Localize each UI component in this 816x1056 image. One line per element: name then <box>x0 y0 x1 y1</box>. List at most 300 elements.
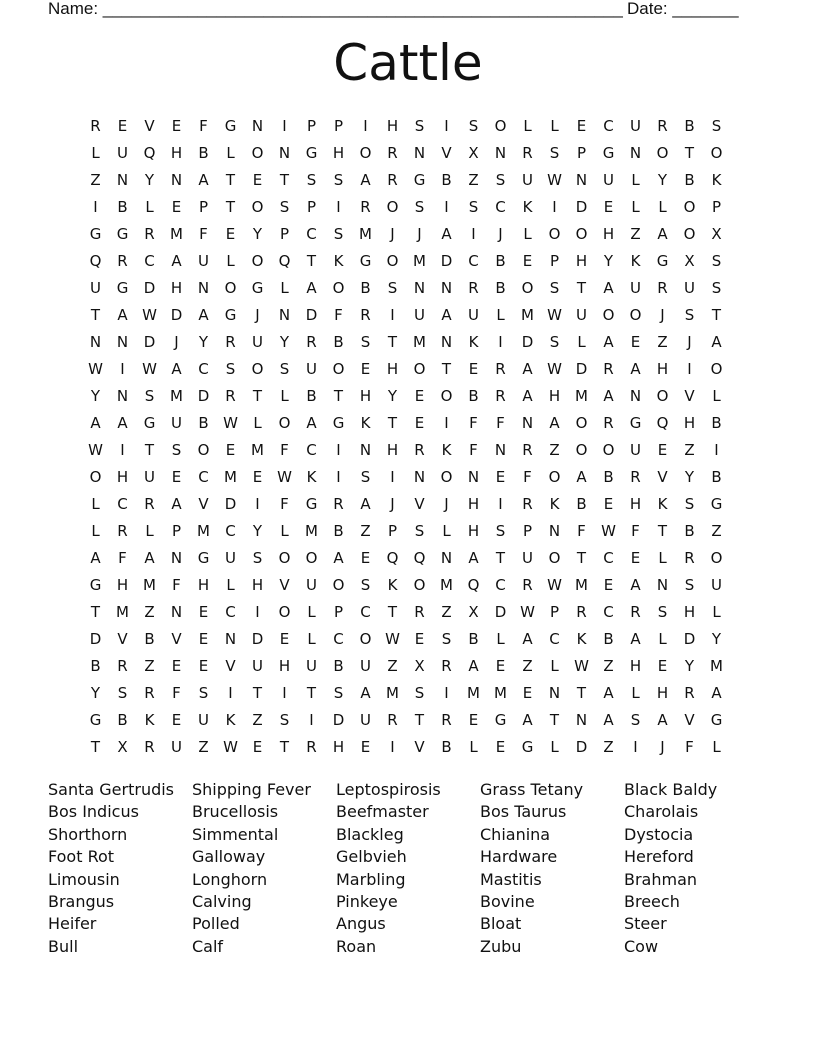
grid-letter[interactable]: H <box>656 359 669 378</box>
grid-letter[interactable]: B <box>603 467 614 486</box>
grid-letter[interactable]: U <box>306 575 317 594</box>
grid-letter[interactable]: N <box>224 629 237 648</box>
grid-letter[interactable]: O <box>710 143 723 162</box>
grid-letter[interactable]: F <box>280 440 289 459</box>
grid-letter[interactable]: F <box>685 737 694 756</box>
grid-letter[interactable]: O <box>710 359 723 378</box>
grid-letter[interactable]: S <box>630 710 641 729</box>
grid-letter[interactable]: N <box>116 170 129 189</box>
grid-letter[interactable]: A <box>711 683 722 702</box>
grid-letter[interactable]: E <box>117 116 128 135</box>
grid-letter[interactable]: O <box>710 548 723 567</box>
grid-letter[interactable]: L <box>226 575 235 594</box>
grid-letter[interactable]: D <box>143 278 156 297</box>
grid-letter[interactable]: R <box>225 386 236 405</box>
grid-letter[interactable]: R <box>387 710 398 729</box>
grid-letter[interactable]: G <box>359 251 372 270</box>
grid-letter[interactable]: Y <box>711 629 722 648</box>
grid-letter[interactable]: M <box>170 386 183 405</box>
grid-letter[interactable]: Y <box>252 224 263 243</box>
grid-letter[interactable]: H <box>386 440 399 459</box>
grid-letter[interactable]: B <box>360 278 371 297</box>
grid-letter[interactable]: N <box>413 143 426 162</box>
grid-letter[interactable]: B <box>333 656 344 675</box>
grid-letter[interactable]: A <box>360 683 371 702</box>
grid-letter[interactable]: B <box>441 170 452 189</box>
grid-letter[interactable]: T <box>144 440 155 459</box>
grid-letter[interactable]: U <box>711 575 722 594</box>
grid-letter[interactable]: T <box>711 305 722 324</box>
grid-letter[interactable]: N <box>521 413 534 432</box>
grid-letter[interactable]: Z <box>603 737 614 756</box>
grid-letter[interactable]: G <box>143 413 156 432</box>
grid-letter[interactable]: M <box>251 440 264 459</box>
grid-letter[interactable]: Y <box>279 332 290 351</box>
grid-letter[interactable]: G <box>224 116 237 135</box>
grid-letter[interactable]: S <box>414 116 425 135</box>
grid-letter[interactable]: H <box>251 575 264 594</box>
grid-letter[interactable]: Z <box>198 737 209 756</box>
grid-letter[interactable]: R <box>225 332 236 351</box>
grid-letter[interactable]: A <box>522 386 533 405</box>
grid-letter[interactable]: D <box>143 332 156 351</box>
grid-letter[interactable]: K <box>657 494 668 513</box>
grid-letter[interactable]: P <box>306 197 317 216</box>
grid-letter[interactable]: J <box>498 224 503 243</box>
grid-letter[interactable]: E <box>657 440 668 459</box>
grid-letter[interactable]: E <box>198 602 209 621</box>
grid-letter[interactable]: W <box>574 656 589 675</box>
grid-letter[interactable]: L <box>658 629 667 648</box>
grid-letter[interactable]: I <box>390 305 395 324</box>
grid-letter[interactable]: B <box>117 710 128 729</box>
grid-letter[interactable]: K <box>387 575 398 594</box>
grid-letter[interactable]: I <box>282 683 287 702</box>
grid-letter[interactable]: T <box>333 386 344 405</box>
grid-letter[interactable]: V <box>225 656 236 675</box>
grid-letter[interactable]: S <box>225 359 236 378</box>
grid-letter[interactable]: B <box>684 170 695 189</box>
grid-letter[interactable]: F <box>577 521 586 540</box>
grid-letter[interactable]: I <box>471 224 476 243</box>
grid-letter[interactable]: A <box>603 710 614 729</box>
grid-letter[interactable]: O <box>602 305 615 324</box>
grid-letter[interactable]: I <box>390 467 395 486</box>
grid-letter[interactable]: U <box>90 278 101 297</box>
grid-letter[interactable]: Q <box>386 548 399 567</box>
grid-letter[interactable]: J <box>444 494 449 513</box>
grid-letter[interactable]: Z <box>522 656 533 675</box>
grid-letter[interactable]: N <box>440 332 453 351</box>
grid-letter[interactable]: X <box>468 602 479 621</box>
grid-letter[interactable]: A <box>630 359 641 378</box>
grid-letter[interactable]: L <box>469 737 478 756</box>
grid-letter[interactable]: V <box>144 116 155 135</box>
grid-letter[interactable]: L <box>226 251 235 270</box>
grid-letter[interactable]: M <box>386 683 399 702</box>
grid-letter[interactable]: I <box>120 359 125 378</box>
grid-letter[interactable]: P <box>198 197 209 216</box>
grid-letter[interactable]: M <box>467 683 480 702</box>
grid-letter[interactable]: O <box>575 413 588 432</box>
grid-letter[interactable]: K <box>711 170 722 189</box>
grid-letter[interactable]: O <box>575 440 588 459</box>
grid-letter[interactable]: Z <box>360 521 371 540</box>
grid-letter[interactable]: O <box>278 548 291 567</box>
grid-letter[interactable]: A <box>441 305 452 324</box>
grid-letter[interactable]: L <box>631 170 640 189</box>
grid-letter[interactable]: U <box>630 440 641 459</box>
grid-letter[interactable]: R <box>117 251 128 270</box>
grid-letter[interactable]: Q <box>278 251 291 270</box>
grid-letter[interactable]: O <box>548 224 561 243</box>
grid-letter[interactable]: I <box>255 494 260 513</box>
grid-letter[interactable]: H <box>629 494 642 513</box>
grid-letter[interactable]: G <box>89 710 102 729</box>
grid-letter[interactable]: A <box>603 683 614 702</box>
grid-letter[interactable]: U <box>360 710 371 729</box>
grid-letter[interactable]: A <box>549 413 560 432</box>
grid-letter[interactable]: N <box>656 575 669 594</box>
grid-letter[interactable]: P <box>171 521 182 540</box>
grid-letter[interactable]: P <box>549 602 560 621</box>
grid-letter[interactable]: U <box>360 656 371 675</box>
grid-letter[interactable]: B <box>711 413 722 432</box>
grid-letter[interactable]: J <box>390 494 395 513</box>
grid-letter[interactable]: T <box>387 332 398 351</box>
grid-letter[interactable]: M <box>494 683 507 702</box>
grid-letter[interactable]: Y <box>90 683 101 702</box>
grid-letter[interactable]: R <box>630 602 641 621</box>
grid-letter[interactable]: G <box>305 494 318 513</box>
grid-letter[interactable]: A <box>576 467 587 486</box>
grid-letter[interactable]: S <box>684 575 695 594</box>
grid-letter[interactable]: A <box>603 278 614 297</box>
grid-letter[interactable]: A <box>657 224 668 243</box>
grid-letter[interactable]: H <box>170 143 183 162</box>
grid-letter[interactable]: Z <box>387 656 398 675</box>
grid-letter[interactable]: H <box>197 575 210 594</box>
grid-letter[interactable]: K <box>576 629 587 648</box>
grid-letter[interactable]: G <box>89 224 102 243</box>
grid-letter[interactable]: L <box>91 494 100 513</box>
grid-letter[interactable]: R <box>306 332 317 351</box>
grid-letter[interactable]: E <box>495 737 506 756</box>
grid-letter[interactable]: Q <box>656 413 669 432</box>
grid-letter[interactable]: Y <box>684 467 695 486</box>
grid-letter[interactable]: O <box>386 251 399 270</box>
grid-letter[interactable]: Y <box>90 386 101 405</box>
grid-letter[interactable]: E <box>522 251 533 270</box>
grid-letter[interactable]: E <box>603 494 614 513</box>
grid-letter[interactable]: B <box>495 251 506 270</box>
grid-letter[interactable]: G <box>413 170 426 189</box>
grid-letter[interactable]: O <box>278 413 291 432</box>
grid-letter[interactable]: N <box>278 305 291 324</box>
grid-letter[interactable]: E <box>171 116 182 135</box>
grid-letter[interactable]: F <box>172 575 181 594</box>
grid-letter[interactable]: T <box>684 143 695 162</box>
grid-letter[interactable]: K <box>630 251 641 270</box>
grid-letter[interactable]: A <box>144 548 155 567</box>
grid-letter[interactable]: O <box>89 467 102 486</box>
grid-letter[interactable]: W <box>277 467 292 486</box>
grid-letter[interactable]: M <box>440 575 453 594</box>
grid-letter[interactable]: E <box>630 548 641 567</box>
grid-letter[interactable]: C <box>468 251 479 270</box>
grid-letter[interactable]: E <box>603 575 614 594</box>
grid-letter[interactable]: D <box>224 494 237 513</box>
grid-letter[interactable]: R <box>306 737 317 756</box>
grid-letter[interactable]: C <box>333 629 344 648</box>
grid-letter[interactable]: H <box>332 737 345 756</box>
grid-letter[interactable]: I <box>336 440 341 459</box>
grid-letter[interactable]: N <box>548 521 561 540</box>
grid-letter[interactable]: F <box>118 548 127 567</box>
grid-letter[interactable]: S <box>414 683 425 702</box>
grid-letter[interactable]: F <box>334 305 343 324</box>
grid-letter[interactable]: Z <box>657 332 668 351</box>
grid-letter[interactable]: H <box>683 602 696 621</box>
grid-letter[interactable]: T <box>252 386 263 405</box>
grid-letter[interactable]: P <box>306 116 317 135</box>
grid-letter[interactable]: F <box>469 413 478 432</box>
grid-letter[interactable]: Z <box>90 170 101 189</box>
grid-letter[interactable]: E <box>468 359 479 378</box>
grid-letter[interactable]: G <box>521 737 534 756</box>
grid-letter[interactable]: B <box>468 629 479 648</box>
grid-letter[interactable]: C <box>198 467 209 486</box>
grid-letter[interactable]: H <box>683 413 696 432</box>
grid-letter[interactable]: W <box>547 359 562 378</box>
grid-letter[interactable]: R <box>414 440 425 459</box>
grid-letter[interactable]: G <box>116 224 129 243</box>
grid-letter[interactable]: A <box>630 575 641 594</box>
grid-letter[interactable]: R <box>630 467 641 486</box>
grid-letter[interactable]: A <box>117 413 128 432</box>
grid-letter[interactable]: H <box>467 494 480 513</box>
grid-letter[interactable]: Q <box>89 251 102 270</box>
grid-letter[interactable]: K <box>468 332 479 351</box>
grid-letter[interactable]: D <box>440 251 453 270</box>
grid-letter[interactable]: L <box>145 197 154 216</box>
grid-letter[interactable]: Q <box>143 143 156 162</box>
grid-letter[interactable]: J <box>174 332 179 351</box>
grid-letter[interactable]: G <box>89 575 102 594</box>
grid-letter[interactable]: E <box>252 467 263 486</box>
grid-letter[interactable]: E <box>630 332 641 351</box>
grid-letter[interactable]: O <box>359 143 372 162</box>
grid-letter[interactable]: A <box>630 629 641 648</box>
grid-letter[interactable]: S <box>333 224 344 243</box>
grid-letter[interactable]: G <box>494 710 507 729</box>
grid-letter[interactable]: M <box>710 656 723 675</box>
grid-letter[interactable]: E <box>495 656 506 675</box>
grid-letter[interactable]: U <box>198 251 209 270</box>
grid-letter[interactable]: O <box>332 278 345 297</box>
grid-letter[interactable]: W <box>142 305 157 324</box>
grid-letter[interactable]: R <box>360 305 371 324</box>
grid-letter[interactable]: Z <box>684 440 695 459</box>
grid-letter[interactable]: O <box>494 116 507 135</box>
grid-letter[interactable]: R <box>414 602 425 621</box>
grid-letter[interactable]: N <box>467 467 480 486</box>
grid-letter[interactable]: B <box>333 521 344 540</box>
grid-letter[interactable]: C <box>603 116 614 135</box>
grid-letter[interactable]: N <box>359 440 372 459</box>
grid-letter[interactable]: V <box>684 386 695 405</box>
grid-letter[interactable]: E <box>171 710 182 729</box>
grid-letter[interactable]: I <box>687 359 692 378</box>
grid-letter[interactable]: G <box>197 548 210 567</box>
grid-letter[interactable]: I <box>633 737 638 756</box>
grid-letter[interactable]: J <box>687 332 692 351</box>
grid-letter[interactable]: A <box>468 656 479 675</box>
grid-letter[interactable]: O <box>251 359 264 378</box>
grid-letter[interactable]: L <box>712 602 721 621</box>
grid-letter[interactable]: H <box>602 224 615 243</box>
grid-letter[interactable]: Y <box>252 521 263 540</box>
grid-letter[interactable]: S <box>495 170 506 189</box>
grid-letter[interactable]: B <box>684 521 695 540</box>
grid-letter[interactable]: N <box>629 386 642 405</box>
grid-letter[interactable]: N <box>116 386 129 405</box>
grid-letter[interactable]: O <box>656 143 669 162</box>
grid-letter[interactable]: L <box>631 197 640 216</box>
grid-letter[interactable]: R <box>387 170 398 189</box>
grid-letter[interactable]: S <box>333 170 344 189</box>
grid-letter[interactable]: T <box>90 737 101 756</box>
grid-letter[interactable]: O <box>413 575 426 594</box>
grid-letter[interactable]: V <box>279 575 290 594</box>
grid-letter[interactable]: L <box>442 521 451 540</box>
grid-letter[interactable]: L <box>523 224 532 243</box>
grid-letter[interactable]: S <box>441 629 452 648</box>
grid-letter[interactable]: X <box>468 143 479 162</box>
grid-letter[interactable]: L <box>550 116 559 135</box>
grid-letter[interactable]: Z <box>252 710 263 729</box>
grid-letter[interactable]: S <box>360 467 371 486</box>
grid-letter[interactable]: R <box>144 737 155 756</box>
grid-letter[interactable]: H <box>548 386 561 405</box>
grid-letter[interactable]: O <box>548 467 561 486</box>
grid-letter[interactable]: T <box>387 602 398 621</box>
grid-letter[interactable]: U <box>198 710 209 729</box>
grid-letter[interactable]: W <box>385 629 400 648</box>
grid-letter[interactable]: I <box>444 197 449 216</box>
grid-letter[interactable]: B <box>117 197 128 216</box>
grid-letter[interactable]: C <box>549 629 560 648</box>
grid-letter[interactable]: I <box>390 737 395 756</box>
grid-letter[interactable]: J <box>660 737 665 756</box>
grid-letter[interactable]: Z <box>441 602 452 621</box>
grid-letter[interactable]: D <box>89 629 102 648</box>
grid-letter[interactable]: E <box>252 737 263 756</box>
grid-letter[interactable]: T <box>252 683 263 702</box>
grid-letter[interactable]: X <box>117 737 128 756</box>
grid-letter[interactable]: U <box>252 656 263 675</box>
grid-letter[interactable]: J <box>417 224 422 243</box>
grid-letter[interactable]: T <box>90 602 101 621</box>
grid-letter[interactable]: I <box>444 116 449 135</box>
grid-letter[interactable]: U <box>306 359 317 378</box>
grid-letter[interactable]: R <box>684 683 695 702</box>
grid-letter[interactable]: P <box>333 116 344 135</box>
grid-letter[interactable]: H <box>386 116 399 135</box>
grid-letter[interactable]: K <box>441 440 452 459</box>
grid-letter[interactable]: S <box>414 521 425 540</box>
grid-letter[interactable]: T <box>576 548 587 567</box>
grid-letter[interactable]: H <box>575 251 588 270</box>
grid-letter[interactable]: C <box>495 197 506 216</box>
grid-letter[interactable]: R <box>495 359 506 378</box>
grid-letter[interactable]: E <box>360 737 371 756</box>
grid-letter[interactable]: Z <box>603 656 614 675</box>
grid-letter[interactable]: G <box>602 143 615 162</box>
grid-letter[interactable]: P <box>333 602 344 621</box>
grid-letter[interactable]: R <box>117 521 128 540</box>
grid-letter[interactable]: I <box>363 116 368 135</box>
grid-letter[interactable]: V <box>117 629 128 648</box>
grid-letter[interactable]: D <box>575 197 588 216</box>
grid-letter[interactable]: Y <box>684 656 695 675</box>
grid-letter[interactable]: L <box>91 521 100 540</box>
grid-letter[interactable]: S <box>171 440 182 459</box>
grid-letter[interactable]: A <box>171 494 182 513</box>
grid-letter[interactable]: B <box>468 386 479 405</box>
grid-letter[interactable]: O <box>332 359 345 378</box>
grid-letter[interactable]: A <box>90 548 101 567</box>
grid-letter[interactable]: H <box>386 359 399 378</box>
grid-letter[interactable]: E <box>495 467 506 486</box>
grid-letter[interactable]: E <box>414 629 425 648</box>
grid-letter[interactable]: E <box>252 170 263 189</box>
grid-letter[interactable]: G <box>332 413 345 432</box>
grid-letter[interactable]: N <box>251 116 264 135</box>
grid-letter[interactable]: W <box>547 575 562 594</box>
grid-letter[interactable]: A <box>198 305 209 324</box>
grid-letter[interactable]: N <box>575 710 588 729</box>
grid-letter[interactable]: O <box>251 143 264 162</box>
grid-letter[interactable]: C <box>225 602 236 621</box>
grid-letter[interactable]: W <box>601 521 616 540</box>
grid-letter[interactable]: L <box>496 305 505 324</box>
grid-letter[interactable]: H <box>467 521 480 540</box>
grid-letter[interactable]: I <box>309 710 314 729</box>
grid-letter[interactable]: Y <box>387 386 398 405</box>
grid-letter[interactable]: O <box>413 359 426 378</box>
grid-letter[interactable]: T <box>279 737 290 756</box>
grid-letter[interactable]: O <box>440 467 453 486</box>
grid-letter[interactable]: Z <box>468 170 479 189</box>
grid-letter[interactable]: H <box>629 656 642 675</box>
grid-letter[interactable]: I <box>282 116 287 135</box>
grid-letter[interactable]: M <box>575 386 588 405</box>
grid-letter[interactable]: R <box>684 548 695 567</box>
grid-letter[interactable]: R <box>522 575 533 594</box>
grid-letter[interactable]: Y <box>657 170 668 189</box>
grid-letter[interactable]: O <box>575 224 588 243</box>
grid-letter[interactable]: R <box>144 494 155 513</box>
grid-letter[interactable]: A <box>711 332 722 351</box>
grid-letter[interactable]: D <box>197 386 210 405</box>
grid-letter[interactable]: M <box>413 251 426 270</box>
grid-letter[interactable]: F <box>496 413 505 432</box>
grid-letter[interactable]: U <box>306 656 317 675</box>
grid-letter[interactable]: V <box>657 467 668 486</box>
grid-letter[interactable]: E <box>360 548 371 567</box>
grid-letter[interactable]: M <box>224 467 237 486</box>
